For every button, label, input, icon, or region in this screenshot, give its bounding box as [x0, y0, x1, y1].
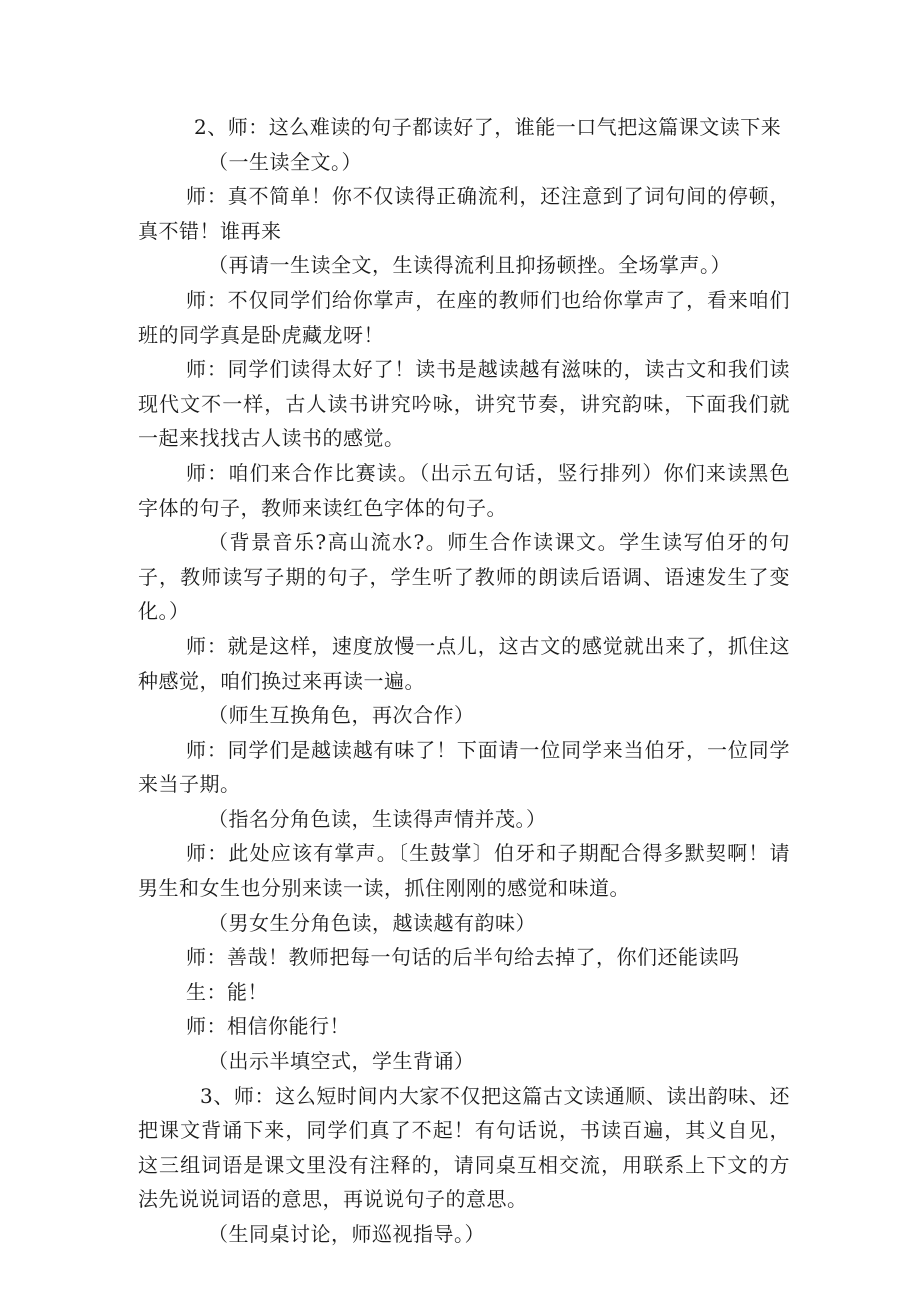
paragraph-10: （师生互换角色，再次合作） — [208, 703, 475, 728]
paragraph-4: （再请一生读全文，生读得流利且抑扬顿挫。全场掌声。） — [208, 253, 731, 278]
paragraph-1: 2、师：这么难读的句子都读好了，谁能一口气把这篇课文读下来 — [194, 115, 782, 139]
paragraph-8: （背景音乐?高山流水?。师生合作读课文。学生读写伯牙的句子，教师读写子期的句子，学生听了教师的朗读后语调、语速发生了变化。） — [138, 530, 790, 624]
paragraph-14: （男女生分角色读，越读越有韵味） — [208, 910, 536, 935]
paragraph-3: 师：真不简单！你不仅读得正确流利，还注意到了词句间的停顿，真不错！谁再来 — [138, 184, 790, 243]
paragraph-5: 师：不仅同学们给你掌声，在座的教师们也给你掌声了，看来咱们班的同学真是卧虎藏龙呀！ — [138, 287, 790, 347]
paragraph-11: 师：同学们是越读越有味了！下面请一位同学来当伯牙，一位同学来当子期。 — [138, 737, 790, 797]
paragraph-16: 生：能！ — [186, 979, 268, 1004]
document-body — [138, 110, 790, 1252]
paragraph-7: 师：咱们来合作比赛读。（出示五句话，竖行排列）你们来读黑色字体的句子，教师来读红色字体的句子。 — [138, 460, 790, 520]
paragraph-12: （指名分角色读，生读得声情并茂。） — [208, 806, 547, 831]
paragraph-9: 师：就是这样，速度放慢一点儿，这古文的感觉就出来了，抓住这种感觉，咱们换过来再读一遍。 — [138, 633, 790, 693]
paragraph-13: 师：此处应该有掌声。〔生鼓掌〕伯牙和子期配合得多默契啊！请男生和女生也分别来读一读，抓住刚刚的感觉和味道。 — [138, 841, 790, 901]
paragraph-20: （生同桌讨论，师巡视指导。） — [208, 1222, 485, 1246]
paragraph-19: 3、师：这么短时间内大家不仅把这篇古文读通顺、读出韵味、还把课文背诵下来，同学们真了不起！有句话说，书读百遍，其义自见，这三组词语是课文里没有注释的，请同桌互相交流，用联系上下文的方法先说说词语的意思，再说说句子的意思。 — [138, 1083, 790, 1212]
paragraph-18: （出示半填空式，学生背诵） — [208, 1049, 475, 1074]
paragraph-17: 师：相信你能行！ — [186, 1014, 350, 1039]
paragraph-2: （一生读全文。） — [208, 149, 362, 174]
paragraph-15: 师：善哉！教师把每一句话的后半句给去掉了，你们还能读吗 — [186, 945, 740, 970]
paragraph-6: 师：同学们读得太好了！读书是越读越有滋味的，读古文和我们读现代文不一样，古人读书讲究吟咏，讲究节奏，讲究韵味，下面我们就一起来找找古人读书的感觉。 — [138, 357, 790, 451]
